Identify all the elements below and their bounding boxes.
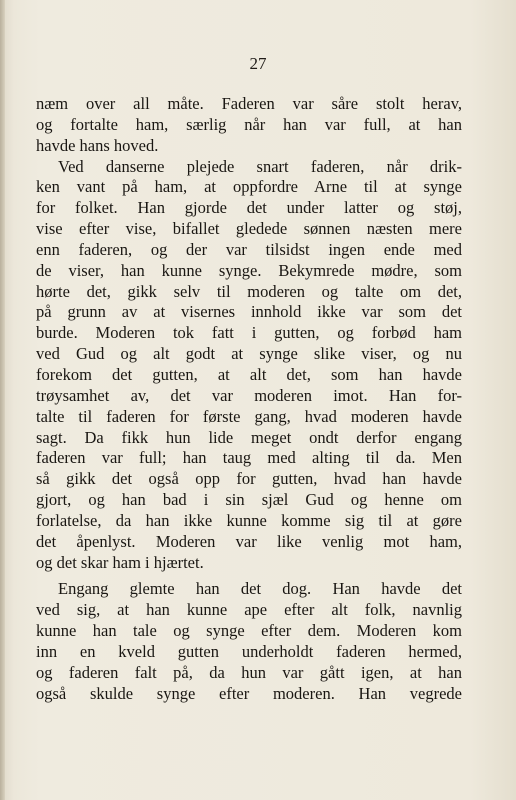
text-line: kunne han tale og synge efter dem. Moderen kom bbox=[36, 621, 462, 641]
text-line: talte til faderen for første gang, hvad moderen havde bbox=[36, 406, 462, 426]
page-number: 27 bbox=[249, 54, 267, 73]
text-line: burde. Moderen tok fatt i gutten, og forbød ham bbox=[36, 323, 462, 343]
text-line: gjort, og han bad i sin sjæl Gud og henne om bbox=[36, 490, 462, 510]
text-line: ved sig, at han kunne ape efter alt folk, navnlig bbox=[36, 600, 462, 620]
text-line: det åpenlyst. Moderen var like venlig mot ham, bbox=[36, 531, 462, 551]
text-line: og fortalte ham, særlig når han var full, at han bbox=[36, 114, 462, 134]
text-line: forekom det gutten, at alt det, som han havde bbox=[36, 364, 462, 384]
text-line: forlatelse, da han ikke kunne komme sig til at gøre bbox=[36, 510, 462, 530]
text-line: enn faderen, og der var tilsidst ingen ende med bbox=[36, 239, 462, 259]
text-line: også skulde synge efter moderen. Han vegrede bbox=[36, 683, 462, 703]
page-binding-edge bbox=[0, 0, 5, 800]
text-line: så gikk det også opp for gutten, hvad han havde bbox=[36, 469, 462, 489]
text-line: Ved danserne plejede snart faderen, når drik- bbox=[58, 156, 462, 176]
text-line: sagt. Da fikk hun lide meget ondt derfor engang bbox=[36, 427, 462, 447]
text-line: næm over all måte. Faderen var såre stolt herav, bbox=[36, 94, 462, 113]
text-line: Engang glemte han det dog. Han havde det bbox=[58, 579, 462, 599]
body-text bbox=[36, 94, 462, 704]
text-line: de viser, han kunne synge. Bekymrede mødre, som bbox=[36, 260, 462, 280]
text-line: faderen var full; han taug med alting til da. Men bbox=[36, 448, 462, 468]
text-line: og det skar ham i hjærtet. bbox=[36, 552, 204, 572]
text-line: vise efter vise, bifallet gledede sønnen næsten mere bbox=[36, 219, 462, 239]
text-line: på grunn av at visernes innhold ikke var som det bbox=[36, 302, 462, 322]
text-line: ken vant på ham, at oppfordre Arne til at synge bbox=[36, 177, 462, 197]
text-line: og faderen falt på, da hun var gått igen, at han bbox=[36, 662, 462, 682]
text-line: ved Gud og alt godt at synge slike viser, og nu bbox=[36, 344, 462, 364]
text-line: trøysamhet av, det var moderen imot. Han for- bbox=[36, 385, 462, 405]
text-line: inn en kveld gutten underholdt faderen hermed, bbox=[36, 641, 462, 661]
text-line: havde hans hoved. bbox=[36, 135, 159, 155]
text-line: hørte det, gikk selv til moderen og talte om det, bbox=[36, 281, 462, 301]
text-line: for folket. Han gjorde det under latter og støj, bbox=[36, 198, 462, 218]
